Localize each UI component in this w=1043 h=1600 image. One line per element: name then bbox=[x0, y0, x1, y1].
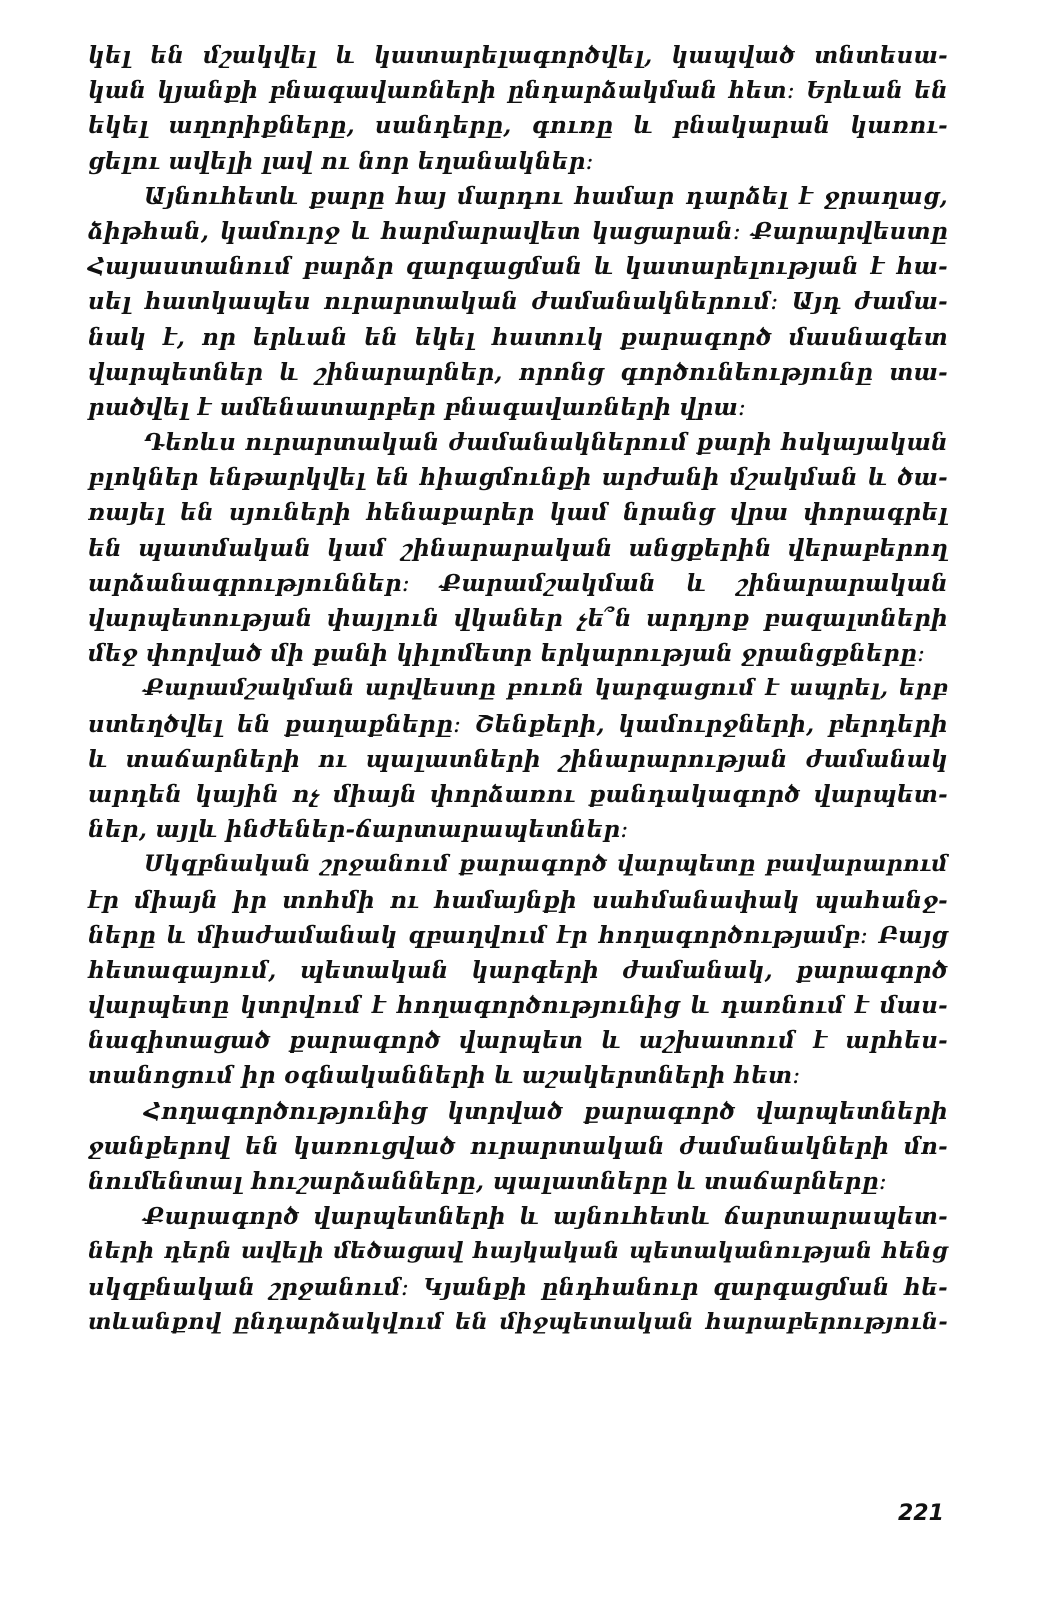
text-line: Հողագործությունից կտրված քարագործ վարպետների bbox=[144, 1097, 948, 1125]
text-line: սել հատկապես ուրարտական ժամանակներում։ Այդ ժամա- bbox=[88, 288, 948, 316]
text-line: ջանքերով են կառուցված ուրարտական ժամանակների մո- bbox=[88, 1132, 948, 1160]
text-line: ստեղծվել են քաղաքները։ Շենքերի, կամուրջների, բերդերի bbox=[88, 710, 948, 738]
text-line: ձիթհան, կամուրջ և հարմարավետ կացարան։ Քարարվեստը bbox=[88, 217, 948, 245]
text-line: մեջ փորված մի քանի կիլոմետր երկարության ջրանցքները։ bbox=[88, 640, 926, 668]
text-line: և տաճարների ու պալատների շինարարության ժամանակ bbox=[88, 745, 948, 773]
text-line: ցելու ավելի լավ ու նոր եղանակներ։ bbox=[88, 147, 594, 175]
text-line: արձանագրություններ։ Քարամշակման և շինարարական bbox=[88, 569, 948, 597]
text-line: կել են մշակվել և կատարելագործվել, կապված տնտեսա- bbox=[88, 42, 948, 69]
page-number: 221 bbox=[898, 1501, 944, 1526]
text-line: Այնուհետև քարը հայ մարդու համար դարձել է ջրաղաց, bbox=[144, 182, 948, 210]
text-line: ները և միաժամանակ զբաղվում էր հողագործությամբ։ Բայց bbox=[88, 921, 948, 949]
text-line: ներ, այլև ինժեներ-ճարտարապետներ։ bbox=[88, 816, 629, 844]
text-line: եկել աղորիքները, սանդերը, գուռը և բնակարան կառու- bbox=[88, 112, 948, 140]
text-line: վարպետության փայլուն վկաներ չե՞ն արդյոք բազալտների bbox=[88, 605, 948, 632]
text-line: Քարագործ վարպետների և այնուհետև ճարտարապետ- bbox=[144, 1203, 948, 1231]
text-line: սկզբնական շրջանում։ Կյանքի ընդհանուր զարգացման հե- bbox=[88, 1273, 948, 1301]
text-line: Հայաստանում բարձր զարգացման և կատարելության է հա- bbox=[88, 253, 948, 281]
text-line: վարպետը կտրվում է հողագործությունից և դառնում է մաս- bbox=[88, 992, 948, 1020]
text-line: տանոցում իր օգնականների և աշակերտների հետ։ bbox=[88, 1062, 801, 1090]
text-line: տևանքով ընդարձակվում են միջպետական հարաբերություն- bbox=[88, 1308, 948, 1335]
text-line: նումենտալ հուշարձանները, պալատները և տաճարները։ bbox=[88, 1168, 888, 1195]
text-line: Քարամշակման արվեստը բուռն կարգացում է ապրել, երբ bbox=[144, 675, 948, 702]
text-line: են պատմական կամ շինարարական անցքերին վերաբերող bbox=[88, 534, 948, 562]
text-line: արդեն կային ոչ միայն փորձառու քանդակագործ վարպետ- bbox=[88, 780, 948, 808]
text-line: նագիտացած քարագործ վարպետ և աշխատում է արհես- bbox=[88, 1027, 948, 1055]
text-line: Դեռևս ուրարտական ժամանակներում քարի հսկայական bbox=[144, 429, 948, 457]
text-line: րածվել է ամենատարբեր բնագավառների վրա։ bbox=[88, 393, 747, 421]
text-line: բլոկներ ենթարկվել են հիացմունքի արժանի մշակման և ծա- bbox=[88, 464, 948, 492]
text-line: հետագայում, պետական կարգերի ժամանակ, քարագործ bbox=[88, 956, 948, 984]
text-line: նակ է, որ երևան են եկել հատուկ քարագործ մասնագետ bbox=[88, 323, 948, 351]
text-line: կան կյանքի բնագավառների ընդարձակման հետ։ Երևան են bbox=[88, 77, 948, 105]
text-line: ռայել են սյուների հենաքարեր կամ նրանց վրա փորագրել bbox=[88, 499, 948, 527]
text-line: ների դերն ավելի մեծացավ հայկական պետականության հենց bbox=[88, 1238, 948, 1265]
text-line: վարպետներ և շինարարներ, որոնց գործունեությունը տա- bbox=[88, 358, 948, 386]
text-line: Սկզբնական շրջանում քարագործ վարպետը բավարարում bbox=[144, 851, 948, 878]
text-line: էր միայն իր տոհմի ու համայնքի սահմանափակ պահանջ- bbox=[88, 886, 948, 914]
body-text bbox=[88, 38, 948, 1340]
